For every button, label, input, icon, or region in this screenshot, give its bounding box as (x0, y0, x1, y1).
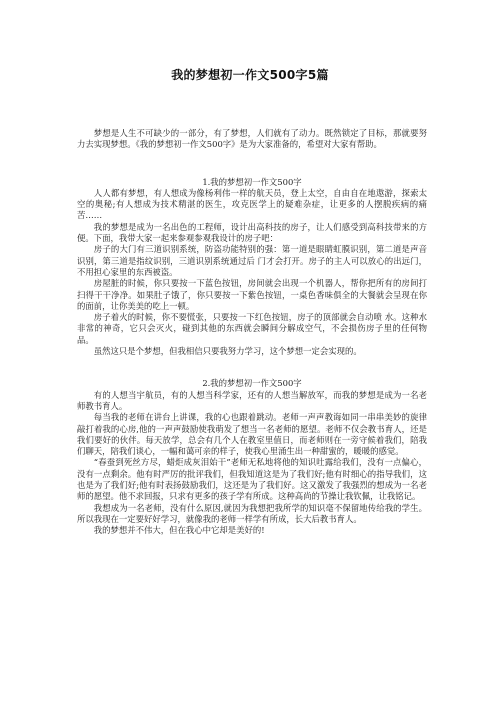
spacer (77, 151, 427, 177)
paragraph: 房屋脏的时候，你只要按一下蓝色按钮，房间就会出现一个机器人，帮你把所有的房间打扫得干干净净。如果肚子饿了，你只要按一下紫色按钮，一桌色香味俱全的大餐就会呈现在你的面前，让你美美的吃上一顿。 (77, 278, 427, 311)
paragraph: 有的人想当宇航员，有的人想当科学家，还有的人想当解放军，而我的梦想是成为一名老师教书育人。 (77, 389, 427, 411)
document-body (77, 128, 427, 537)
paragraph: 虽然这只是个梦想，但我相信只要我努力学习，这个梦想一定会实现的。 (93, 346, 362, 357)
section-heading: 1.我的梦想初一作文500字 (202, 176, 302, 187)
section-1 (77, 177, 427, 358)
paragraph: 房子着火的时候，你不要慌张，只要按一下红色按钮，房子的顶部就会自动喷 水。这种水非常的神奇，它只会灭火，碰到其他的东西就会瞬间分解成空气，不会损伤房子里的任何物品。 (77, 312, 427, 345)
quote-paragraph: “春蚕到死丝方尽，蜡炬成灰泪始干”老师无私地将他的知识吐露给我们，没有一点偏心，没有一点剩余。他有时严厉的批评我们，但我知道这是为了我们好;他有时细心的指导我们，这也是为了我们好;他有时表扬鼓励我们，这还是为了我们好。这又激发了我强烈的想成为一名老师的愿望。他不求回报，只求有更多的孩子学有所成。这种高尚的节操让我钦佩，让我铭记。 (77, 457, 427, 502)
paragraph: 我的梦想并不伟大，但在我心中它却是美好的! (93, 525, 265, 536)
spacer (77, 357, 427, 378)
paragraph: 每当我的老师在讲台上讲课，我的心也跟着跳动。老师一声声教诲如同一串串美妙的旋律敲打着我的心房,他的一声声鼓励使我萌发了想当一名老师的愿望。老师不仅会教书育人，还是我们要好的伙伴。每天放学，总会有几个人在教室里值日，而老师则在一旁守候着我们，陪我们聊天，陪我们谈心，一幅和蔼可亲的样子，使我心里涌生出一种甜蜜的，暖暖的感觉。 (77, 412, 427, 457)
intro-paragraph: 梦想是人生不可缺少的一部分，有了梦想，人们就有了动力。既然锁定了目标，那就要努力去实现梦想。《我的梦想初一作文500字》是为大家准备的，希望对大家有帮助。 (77, 128, 427, 150)
paragraph: 我的梦想是成为一名出色的工程师，设计出高科技的房子，让人们感受到高科技带来的方便。下面，我带大家一起来参观参观我设计的房子吧： (77, 221, 427, 244)
paragraph: 我想成为一名老师，没有什么原因,就因为我想把我所学的知识毫不保留地传给我的学生。所以我现在一定要好好学习，就像我的老师一样学有所成，长大后教书育人。 (77, 502, 427, 524)
section-2 (77, 378, 427, 536)
document-title: 我的梦想初一作文500字5篇 (171, 68, 329, 82)
paragraph: 人人都有梦想，有人想成为像杨利伟一样的航天员，登上太空，自由自在地遨游，探索太空的奥秘;有人想成为技术精湛的医生，攻克医学上的疑难杂症，让更多的人摆脱疾病的痛苦…… (77, 187, 427, 221)
section-heading: 2.我的梦想初一作文500字 (202, 378, 302, 389)
paragraph: 房子的大门有三道识别系统，防盗功能特别的强：第一道是眼睛虹膜识别，第二道是声音识别，第三道是指纹识别，三道识别系统通过后 门才会打开。房子的主人可以放心的出远门，不用担心家里的东西被盗。 (77, 244, 427, 277)
